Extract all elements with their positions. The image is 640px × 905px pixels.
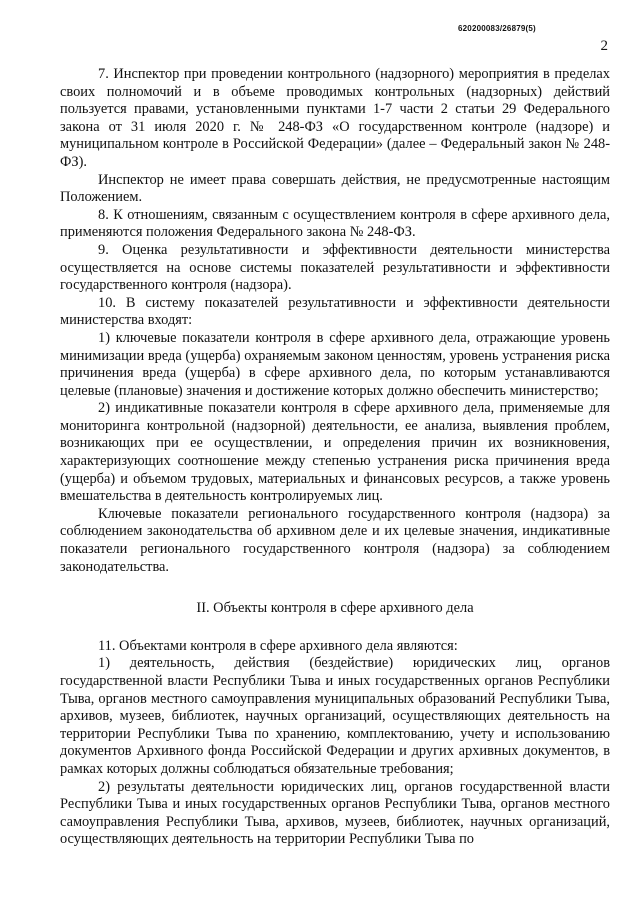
document-body — [60, 66, 610, 849]
paragraph-10-item-1: 1) ключевые показатели контроля в сфере архивного дела, отражающие уровень минимизации вреда (ущерба) охраняемым законом ценностям, уровень устранения риска причинения вреда (ущерба) в сфере архивного дела, по которым устанавливаются целевые (плановые) значения и достижение которых должно обеспечить министерство; — [60, 329, 610, 399]
paragraph-10: 10. В систему показателей результативности и эффективности деятельности министерства входят: — [60, 294, 610, 329]
paragraph-11-item-1: 1) деятельность, действия (бездействие) юридических лиц, органов государственной власти Республики Тыва и иных государственных органов Республики Тыва, органов местного самоуправления муниципальных образований Республики Тыва, архивов, музеев, библиотек, научных организаций, осуществляющих деятельность на территории Республики Тыва по хранению, комплектованию, учету и использованию документов Архивного фонда Российской Федерации и других архивных документов, в рамках которых должны соблюдаться обязательные требования; — [60, 655, 610, 777]
paragraph-7-note: Инспектор не имеет права совершать действия, не предусмотренные настоящим Положением. — [60, 171, 610, 206]
page-number: 2 — [600, 38, 608, 54]
paragraph-10-item-2: 2) индикативные показатели контроля в сфере архивного дела, применяемые для мониторинга контрольной (надзорной) деятельности, ее анализа, выявления проблем, возникающих при ее осуществлении, и определения причин их возникновения, характеризующих соотношение между степенью устранения риска причинения вреда (ущерба) и объемом трудовых, материальных и финансовых ресурсов, а также уровень вмешательства в деятельность контролируемых лиц. — [60, 400, 610, 505]
paragraph-11: 11. Объектами контроля в сфере архивного дела являются: — [98, 637, 458, 654]
paragraph-7: 7. Инспектор при проведении контрольного (надзорного) мероприятия в пределах своих полномочий и в объеме проводимых контрольных (надзорных) действий пользуется правами, установленными пунктами 1-7 части 2 статьи 29 Федерального закона от 31 июля 2020 г. № 248-ФЗ «О государственном контроле (надзоре) и муниципальном контроле в Российской Федерации» (далее – Федеральный закон № 248-ФЗ). — [60, 66, 610, 170]
section-heading: II. Объекты контроля в сфере архивного дела — [196, 600, 474, 617]
paragraph-9: 9. Оценка результативности и эффективности деятельности министерства осуществляется на основе системы показателей результативности и эффективности государственного контроля (надзора). — [60, 241, 610, 294]
paragraph-8: 8. К отношениям, связанным с осуществлением контроля в сфере архивного дела, применяются положения Федерального закона № 248-ФЗ. — [60, 206, 610, 241]
document-code: 620200083/26879(5) — [458, 24, 536, 33]
paragraph-11-item-2: 2) результаты деятельности юридических лиц, органов государственной власти Республики Тыва и иных государственных органов Республики Тыва, органов местного самоуправления Республики Тыва, архивов, музеев, библиотек, научных организаций, осуществляющих деятельность на территории Республики Тыва по — [60, 778, 610, 848]
paragraph-10-note: Ключевые показатели регионального государственного контроля (надзора) за соблюдением законодательства об архивном деле и их целевые значения, индикативные показатели регионального государственного контроля (надзора) за соблюдением законодательства. — [60, 505, 610, 575]
